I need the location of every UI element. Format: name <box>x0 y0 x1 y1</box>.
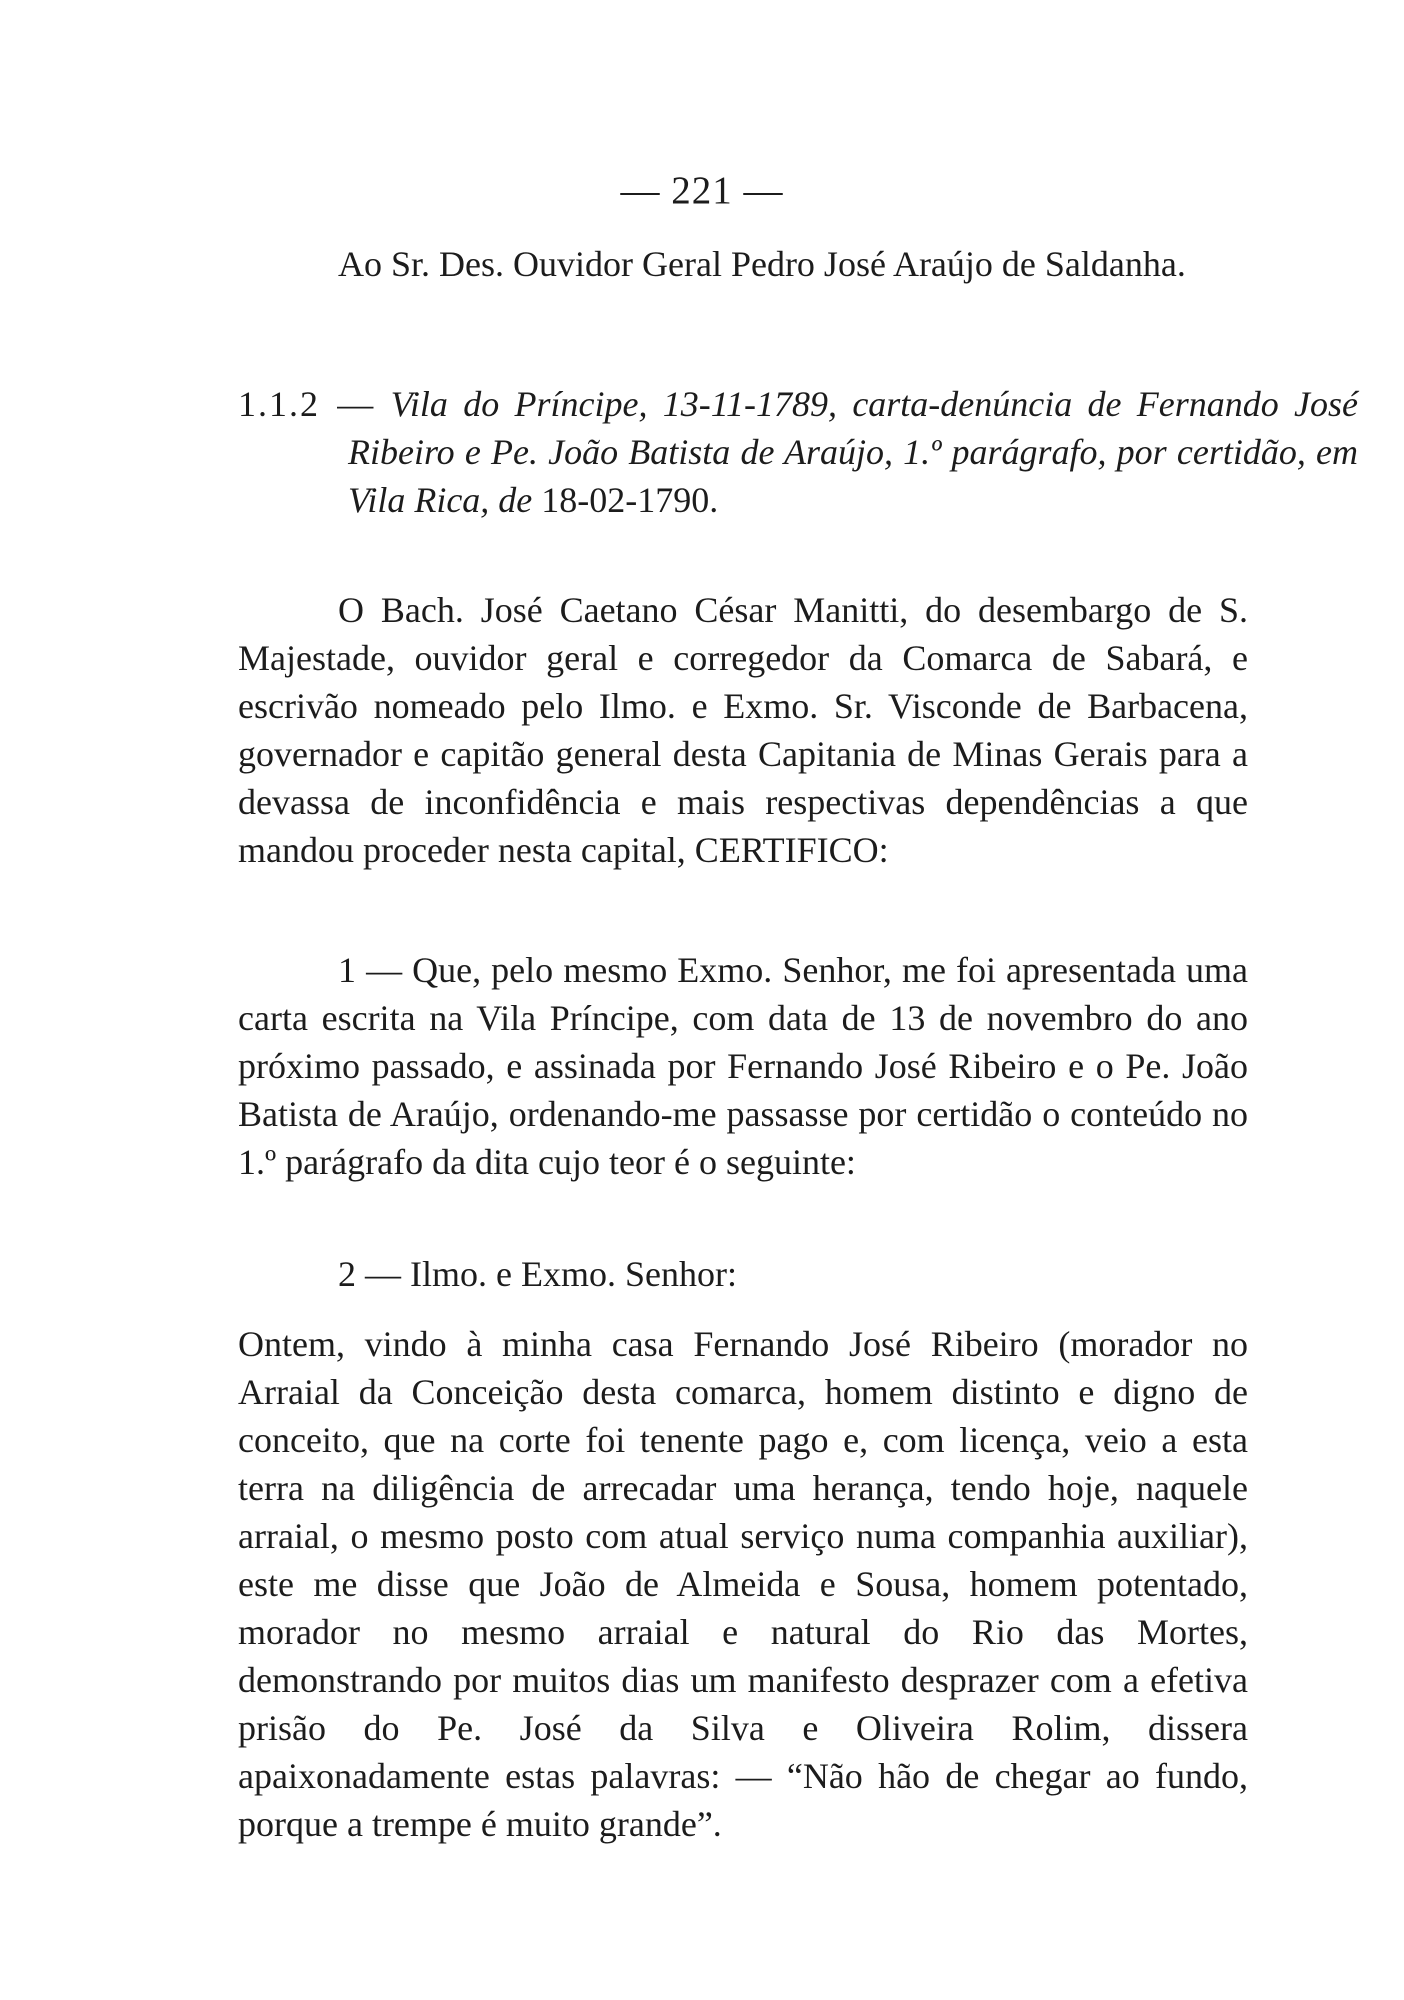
item-2-text: 2 — Ilmo. e Exmo. Senhor: <box>338 1254 737 1294</box>
document-heading-text <box>238 380 1359 524</box>
certification-paragraph <box>238 586 1248 874</box>
certification-text: O Bach. José Caetano César Manitti, do desembargo de S. Majestade, ouvidor geral e corregedor da Comarca de Sabará, e escrivão nomeado pelo Ilmo. e Exmo. Sr. Visconde de Barbacena, governador e capitão general desta Capitania de Minas Gerais para a devassa de inconfidência e mais respectivas dependências a que mandou proceder nesta capital, CERTIFICO: <box>238 590 1248 870</box>
addressee-line <box>238 240 1248 288</box>
item-1-text: 1 — Que, pelo mesmo Exmo. Senhor, me foi apresentada uma carta escrita na Vila Príncipe, com data de 13 de novembro do ano próximo passado, e assinada por Fernando José Ribeiro e o Pe. João Batista de Araújo, ordenando-me passasse por certidão o conteúdo no 1.º parágrafo da dita cujo teor é o seguinte: <box>238 950 1248 1182</box>
letter-body-text: Ontem, vindo à minha casa Fernando José Ribeiro (morador no Arraial da Conceição desta comarca, homem distinto e digno de conceito, que na corte foi tenente pago e, com licença, veio a esta terra na diligência de arrecadar uma herança, tendo hoje, naquele arraial, o mesmo posto com atual serviço numa companhia auxiliar), este me disse que João de Almeida e Sousa, homem potentado, morador no mesmo arraial e natural do Rio das Mortes, demonstrando por muitos dias um manifesto desprazer com a efetiva prisão do Pe. José da Silva e Oliveira Rolim, dissera apaixonadamente estas palavras: — “Não hão de chegar ao fundo, porque a trempe é muito grande”. <box>238 1324 1248 1844</box>
addressee-text: Ao Sr. Des. Ouvidor Geral Pedro José Araújo de Saldanha. <box>338 244 1186 284</box>
document-heading-title: Vila do Príncipe, 13-11-1789, carta-denúncia de Fernando José Ribeiro e Pe. João Batista de Araújo, 1.º parágrafo, por certidão, em Vila Rica, de <box>348 384 1359 520</box>
document-heading-date: 18-02-1790. <box>541 480 719 520</box>
item-1-paragraph <box>238 946 1248 1186</box>
document-heading <box>238 380 1358 524</box>
letter-body-paragraph <box>238 1320 1248 1848</box>
page-number: — 221 — <box>620 169 784 212</box>
item-2-paragraph <box>238 1250 1248 1298</box>
document-heading-number: 1.1.2 — <box>238 384 376 424</box>
